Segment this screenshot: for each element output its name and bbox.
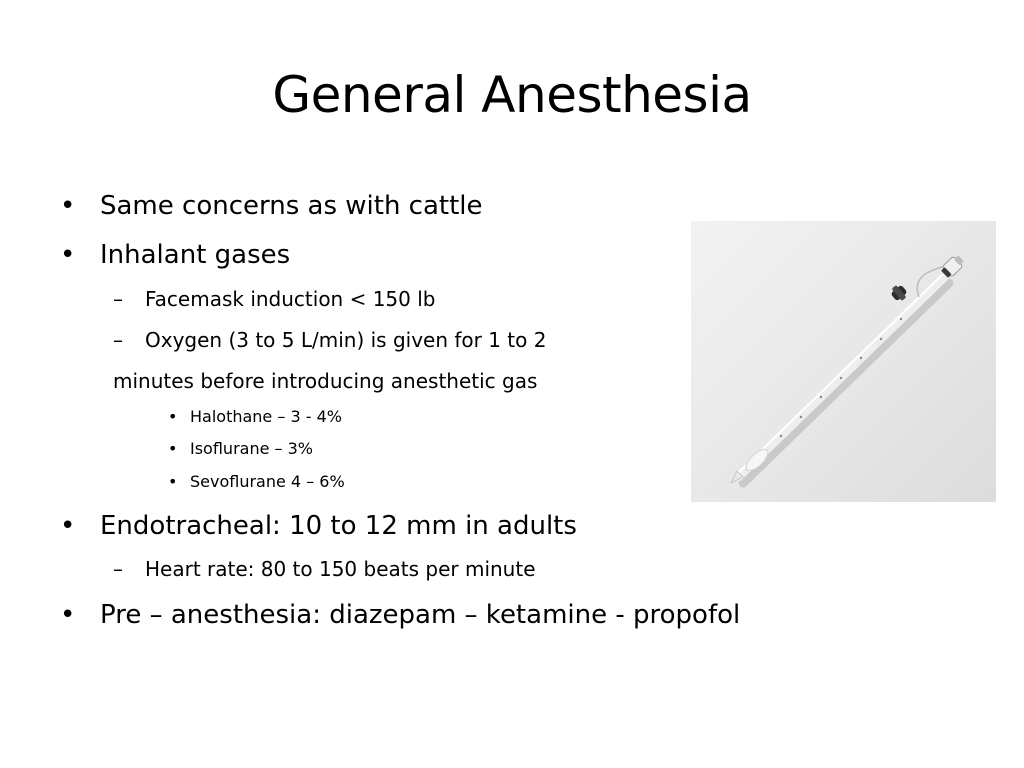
bullet-marker: • (60, 511, 76, 541)
bullet-isoflurane (168, 438, 313, 460)
endotracheal-tube-icon (691, 221, 996, 502)
slide-title: General Anesthesia (272, 66, 752, 124)
bullet-text: Sevoflurane 4 – 6% (190, 472, 345, 491)
bullet-oxygen (113, 326, 546, 354)
dash-marker: – (113, 557, 123, 581)
bullet-text: Heart rate: 80 to 150 beats per minute (145, 557, 536, 581)
dash-marker: – (113, 328, 123, 352)
bullet-marker: • (60, 191, 76, 221)
bullet-marker: • (60, 240, 76, 270)
bullet-text: Same concerns as with cattle (100, 191, 483, 221)
bullet-text: minutes before introducing anesthetic gas (113, 369, 538, 393)
bullet-text: Halothane – 3 - 4% (190, 407, 342, 426)
bullet-marker: • (168, 472, 178, 491)
endotracheal-tube-photo (691, 221, 996, 502)
bullet-text: Pre – anesthesia: diazepam – ketamine - propofol (100, 600, 741, 630)
bullet-marker: • (60, 600, 76, 630)
bullet-text: Inhalant gases (100, 240, 291, 270)
bullet-inhalant-gases (60, 238, 290, 272)
bullet-marker: • (168, 407, 178, 426)
bullet-heart-rate (113, 555, 536, 583)
bullet-pre-anesthesia (60, 598, 740, 632)
bullet-facemask-induction (113, 285, 436, 313)
bullet-text: Facemask induction < 150 lb (145, 287, 436, 311)
bullet-text: Endotracheal: 10 to 12 mm in adults (100, 511, 577, 541)
bullet-sevoflurane (168, 471, 345, 493)
bullet-oxygen-continuation (113, 367, 537, 395)
bullet-marker: • (168, 439, 178, 458)
dash-marker: – (113, 287, 123, 311)
bullet-halothane (168, 406, 342, 428)
bullet-text: Isoflurane – 3% (190, 439, 313, 458)
bullet-text: Oxygen (3 to 5 L/min) is given for 1 to 2 (145, 328, 547, 352)
bullet-endotracheal (60, 509, 577, 543)
bullet-same-concerns (60, 189, 483, 223)
